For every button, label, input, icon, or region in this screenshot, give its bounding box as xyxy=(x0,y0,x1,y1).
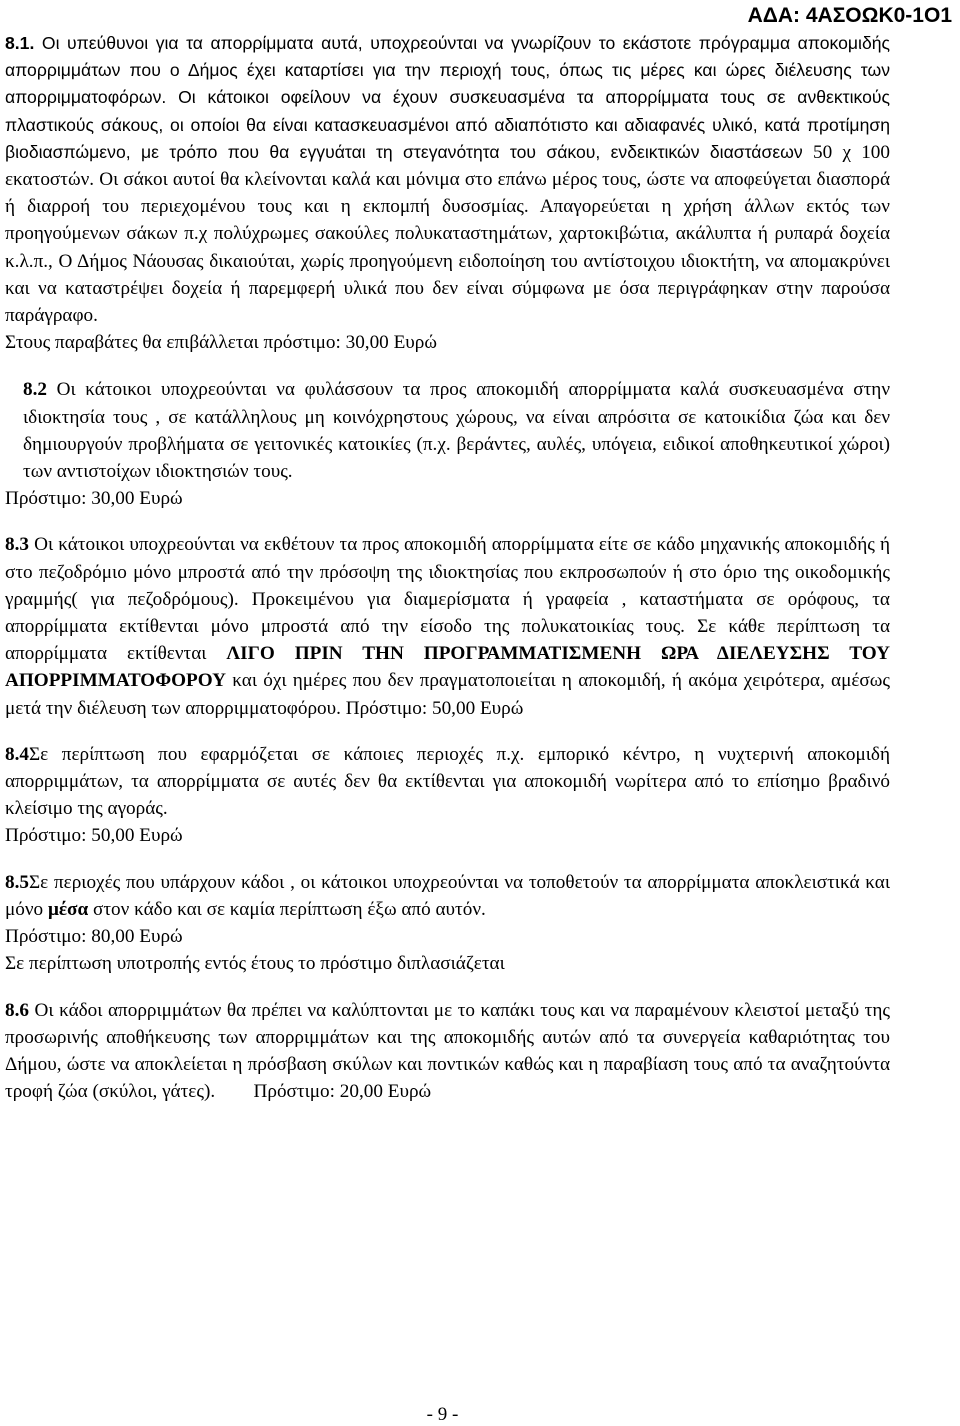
section-number: 8.6 xyxy=(5,999,29,1021)
section-number: 8.3 xyxy=(5,534,29,556)
section-text: Οι κάτοικοι υποχρεούνται να φυλάσσουν τα προς αποκομιδή απορρίμματα καλά συσκευασμένα στην ιδιοκτησία τους , σε κατάλληλους μη κοινόχρηστους χώρους, να είναι απρόσιτα σε κατοικίδια ζώα και δεν δημιουργούν προβλήματα σε γειτονικές κατοικίες (π.χ. βεράντες, αυλές, υπόγεια, ειδικοί αποθηκευτικοί χώροι) των αντιστοίχων ιδιοκτησιών τους. xyxy=(23,379,890,483)
section-text: 50 χ 100 εκατοστών. Οι σάκοι αυτοί θα κλείνονται καλά και μόνιμα στο επάνω μέρος τους, ώστε να αποφεύγεται διασπορά ή διαρροή του περιεχομένου τους και η εκπομπή δυσοσμίας. Απαγορεύεται η χρήση άλλων εκτός των προηγούμενων σάκων π.χ πολύχρωμες σακούλες πολυκαταστημάτων, χαρτοκιβώτια, ακάλυπτα ή ρυπαρά δοχεία κ.λ.π., Ο Δήμος Νάουσας δικαιούται, χωρίς προηγούμενη ειδοποίηση του αντίστοιχου ιδιοκτήτη, να απομακρύνει και να καταστρέψει δοχεία ή παρεμφερή υλικά που δεν είναι σύμφωνα με όσα περιγράφηκαν στην παρούσα παράγραφο. xyxy=(5,141,890,327)
section-text: Οι κάτοικοι υποχρεούνται να εκθέτουν τα προς αποκομιδή απορρίμματα είτε σε κάδο μηχανικής αποκομιδής ή στο πεζοδρόμιο μόνο μπροστά από την πρόσοψη της ιδιοκτησίας που εκπροσωπούν ή στο όριο της οικοδομικής γραμμής( για πεζοδρόμους). Προκειμένου για διαμερίσματα ή γραφεία , καταστήματα σε ορόφους, τα απορρίμματα εκτίθενται μόνο μπροστά από την είσοδο της πολυκατοικίας τους. Σε κάθε περίπτωση τα απορρίμματα εκτίθενται xyxy=(5,534,890,665)
section-number: 8.1. xyxy=(5,33,35,53)
section-8-2 xyxy=(5,376,890,485)
section-number: 8.5 xyxy=(5,871,29,893)
fine-8-6: Πρόστιμο: 20,00 Ευρώ xyxy=(253,1081,432,1103)
section-8-5 xyxy=(5,869,890,923)
page-number: - 9 - xyxy=(426,1404,459,1425)
section-8-6 xyxy=(5,997,890,1106)
section-number: 8.4 xyxy=(5,743,29,765)
section-text: Σε περίπτωση που εφαρμόζεται σε κάποιες περιοχές π.χ. εμπορικό κέντρο, η νυχτερινή αποκομιδή απορριμμάτων, τα απορρίμματα σε αυτές δεν θα εκτίθενται για αποκομιδή νωρίτερα από το επίσημο βραδινό κλείσιμο της αγοράς. xyxy=(5,743,890,820)
section-8-1 xyxy=(5,30,890,329)
section-text: Σε περιοχές που υπάρχουν κάδοι , οι κάτοικοι υποχρεούνται να τοποθετούν τα απορρίμματα αποκλειστικά και μόνο xyxy=(5,871,890,920)
emphasis-text: ΛΙΓΟ ΠΡΙΝ ΤΗΝ ΠΡΟΓΡΑΜΜΑΤΙΣΜΕΝΗ ΩΡΑ ΔΙΕΛΕΥΣΗΣ ΤΟΥ ΑΠΟΡΡΙΜΜΑΤΟΦΟΡΟΥ xyxy=(5,643,890,692)
fine-8-5-repeat: Σε περίπτωση υποτροπής εντός έτους το πρόστιμο διπλασιάζεται xyxy=(5,953,505,975)
fine-8-4: Πρόστιμο: 50,00 Ευρώ xyxy=(5,825,183,847)
fine-8-5: Πρόστιμο: 80,00 Ευρώ xyxy=(5,926,183,948)
emphasis-text: μέσα xyxy=(47,898,89,920)
section-number: 8.2 xyxy=(23,379,47,401)
section-text: στον κάδο και σε καμία περίπτωση έξω από αυτόν. xyxy=(88,898,486,920)
section-text: και όχι ημέρες που δεν πραγματοποιείται η αποκομιδή, ή ακόμα χειρότερα, αμέσως μετά την διέλευση των απορριμματοφόρου. Πρόστιμο: 50,00 Ευρώ xyxy=(5,670,890,719)
fine-8-2: Πρόστιμο: 30,00 Ευρώ xyxy=(5,488,183,510)
section-text: Οι υπεύθυνοι για τα απορρίμματα αυτά, υποχρεούνται να γνωρίζουν το εκάστοτε πρόγραμμα αποκομιδής απορριμμάτων που ο Δήμος έχει καταρτίσει για την περιοχή τους, όπως τις μέρες και ώρες διέλευσης των απορριμματοφόρων. Οι κάτοικοι οφείλουν να έχουν συσκευασμένα τα απορρίμματα τους σε ανθεκτικούς πλαστικούς σάκους, οι οποίοι θα είναι κατασκευασμένοι από αδιαπότιστο και αδιαφανές υλικό, κατά προτίμηση βιοδιασπώμενο, με τρόπο που θα εγγυάται τη στεγανότητα του σάκου, ενδεικτικών διαστάσεων xyxy=(5,33,890,162)
section-8-4 xyxy=(5,741,890,823)
ada-code: ΑΔΑ: 4ΑΣΟΩΚ0-1Ο1 xyxy=(747,4,952,27)
fine-8-1: Στους παραβάτες θα επιβάλλεται πρόστιμο: 30,00 Ευρώ xyxy=(5,332,437,354)
section-8-3 xyxy=(5,531,890,721)
section-text: Οι κάδοι απορριμμάτων θα πρέπει να καλύπτονται με το καπάκι τους και να παραμένουν κλειστοί μεταξύ της προσωρινής αποθήκευσης των απορριμμάτων και της αποκομιδής αυτών από τα συνεργεία καθαριότητας του Δήμου, ώστε να αποκλείεται η πρόσβαση σκύλων και ποντικών καθώς και η παραβίαση τους από τα αναζητούντα τροφή ζώα (σκύλοι, γάτες). xyxy=(5,999,890,1103)
document-body xyxy=(5,30,890,1105)
